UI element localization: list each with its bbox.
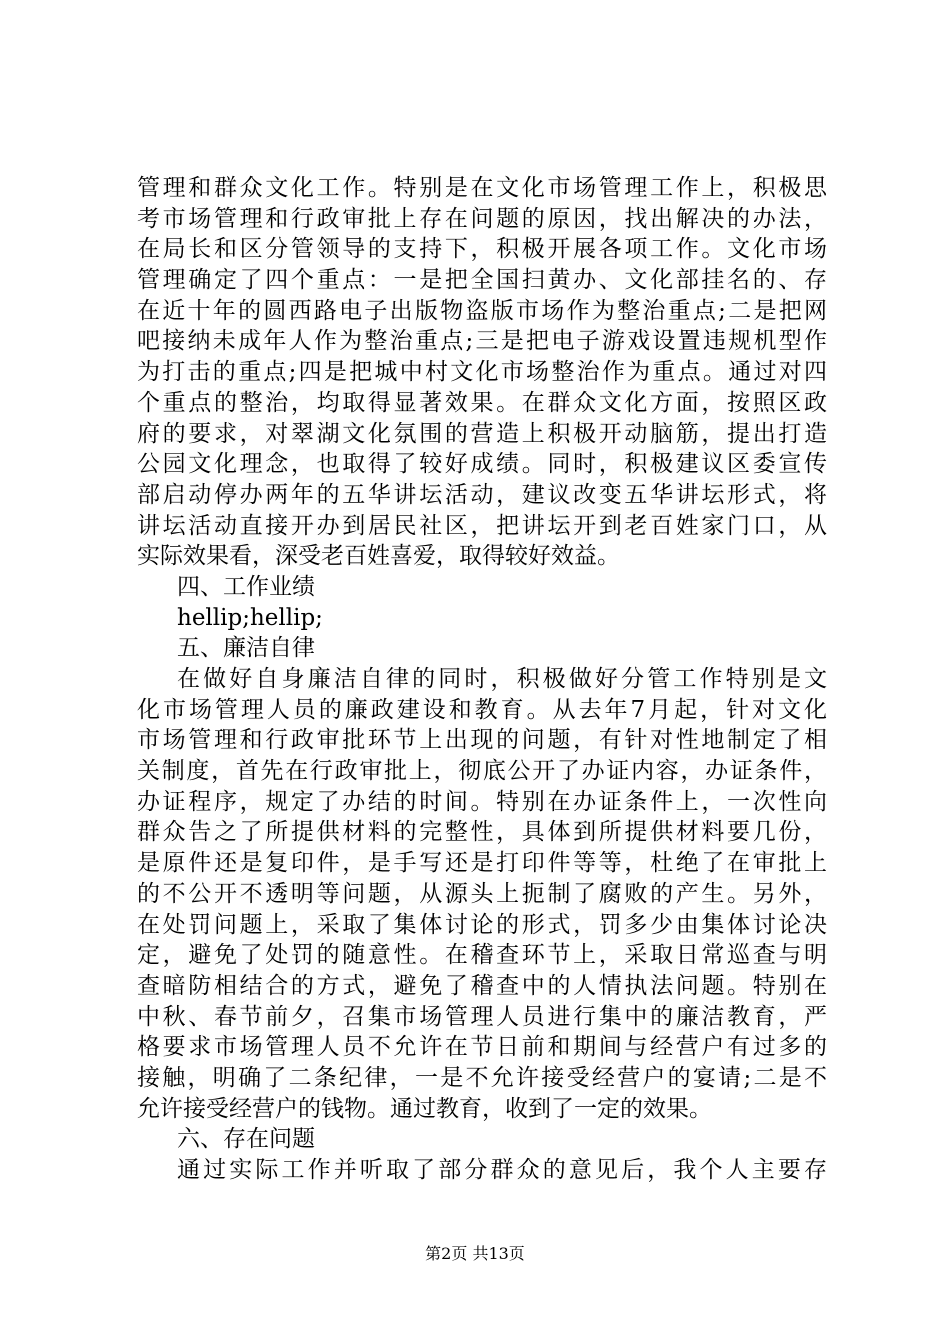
paragraph-line: 定，避免了处罚的随意性。在稽查环节上，采取日常巡查与明 bbox=[137, 942, 827, 969]
page-number-footer: 第2页 共13页 bbox=[425, 1244, 525, 1263]
section-heading-problems: 六、存在问题 bbox=[177, 1126, 315, 1153]
paragraph-line: 在近十年的圆西路电子出版物盗版市场作为整治重点;二是把网 bbox=[137, 297, 827, 324]
paragraph-line: 群众告之了所提供材料的完整性，具体到所提供材料要几份， bbox=[137, 819, 827, 846]
paragraph-line: 市场管理和行政审批环节上出现的问题，有针对性地制定了相 bbox=[137, 727, 827, 754]
paragraph-line: 的不公开不透明等问题，从源头上扼制了腐败的产生。另外， bbox=[137, 880, 827, 907]
paragraph-line: 在做好自身廉洁自律的同时，积极做好分管工作特别是文 bbox=[177, 666, 827, 692]
paragraph-line: 通过实际工作并听取了部分群众的意见后，我个人主要存 bbox=[177, 1157, 827, 1183]
paragraph-line: 是原件还是复印件，是手写还是打印件等等，杜绝了在审批上 bbox=[137, 850, 827, 877]
paragraph-line: 格要求市场管理人员不允许在节日前和期间与经营户有过多的 bbox=[137, 1034, 827, 1061]
document-body bbox=[137, 173, 827, 1186]
paragraph-line: 管理和群众文化工作。特别是在文化市场管理工作上，积极思 bbox=[137, 175, 827, 201]
paragraph-line: 接触，明确了二条纪律，一是不允许接受经营户的宴请;二是不 bbox=[137, 1064, 827, 1091]
paragraph-line: 化市场管理人员的廉政建设和教育。从去年7月起，针对文化 bbox=[137, 696, 827, 723]
paragraph-line: 部启动停办两年的五华讲坛活动，建议改变五华讲坛形式，将 bbox=[137, 481, 827, 508]
paragraph-line: 允许接受经营户的钱物。通过教育，收到了一定的效果。 bbox=[137, 1095, 712, 1122]
paragraph-line: 公园文化理念，也取得了较好成绩。同时，积极建议区委宣传 bbox=[137, 451, 827, 478]
paragraph-line: 在处罚问题上，采取了集体讨论的形式，罚多少由集体讨论决 bbox=[137, 911, 827, 938]
paragraph-line: 实际效果看，深受老百姓喜爱，取得较好效益。 bbox=[137, 543, 620, 570]
paragraph-line: 办证程序，规定了办结的时间。特别在办证条件上，一次性向 bbox=[137, 788, 827, 815]
paragraph-line: 吧接纳未成年人作为整治重点;三是把电子游戏设置违规机型作 bbox=[137, 328, 827, 355]
paragraph-line: 中秋、春节前夕，召集市场管理人员进行集中的廉洁教育，严 bbox=[137, 1003, 827, 1030]
paragraph-line: 查暗防相结合的方式，避免了稽查中的人情执法问题。特别在 bbox=[137, 972, 827, 999]
section-heading-work-results: 四、工作业绩 bbox=[177, 573, 315, 600]
paragraph-line: 在局长和区分管领导的支持下，积极开展各项工作。文化市场 bbox=[137, 236, 827, 263]
ellipsis-placeholder: hellip;hellip; bbox=[177, 604, 323, 631]
section-heading-integrity: 五、廉洁自律 bbox=[177, 635, 315, 662]
paragraph-line: 关制度，首先在行政审批上，彻底公开了办证内容，办证条件， bbox=[137, 758, 827, 785]
paragraph-line: 考市场管理和行政审批上存在问题的原因，找出解决的办法， bbox=[137, 205, 827, 232]
paragraph-line: 府的要求，对翠湖文化氛围的营造上积极开动脑筋，提出打造 bbox=[137, 420, 827, 447]
paragraph-line: 管理确定了四个重点：一是把全国扫黄办、文化部挂名的、存 bbox=[137, 267, 827, 294]
paragraph-line: 讲坛活动直接开办到居民社区，把讲坛开到老百姓家门口，从 bbox=[137, 512, 827, 539]
paragraph-line: 个重点的整治，均取得显著效果。在群众文化方面，按照区政 bbox=[137, 389, 827, 416]
paragraph-line: 为打击的重点;四是把城中村文化市场整治作为重点。通过对四 bbox=[137, 359, 827, 386]
